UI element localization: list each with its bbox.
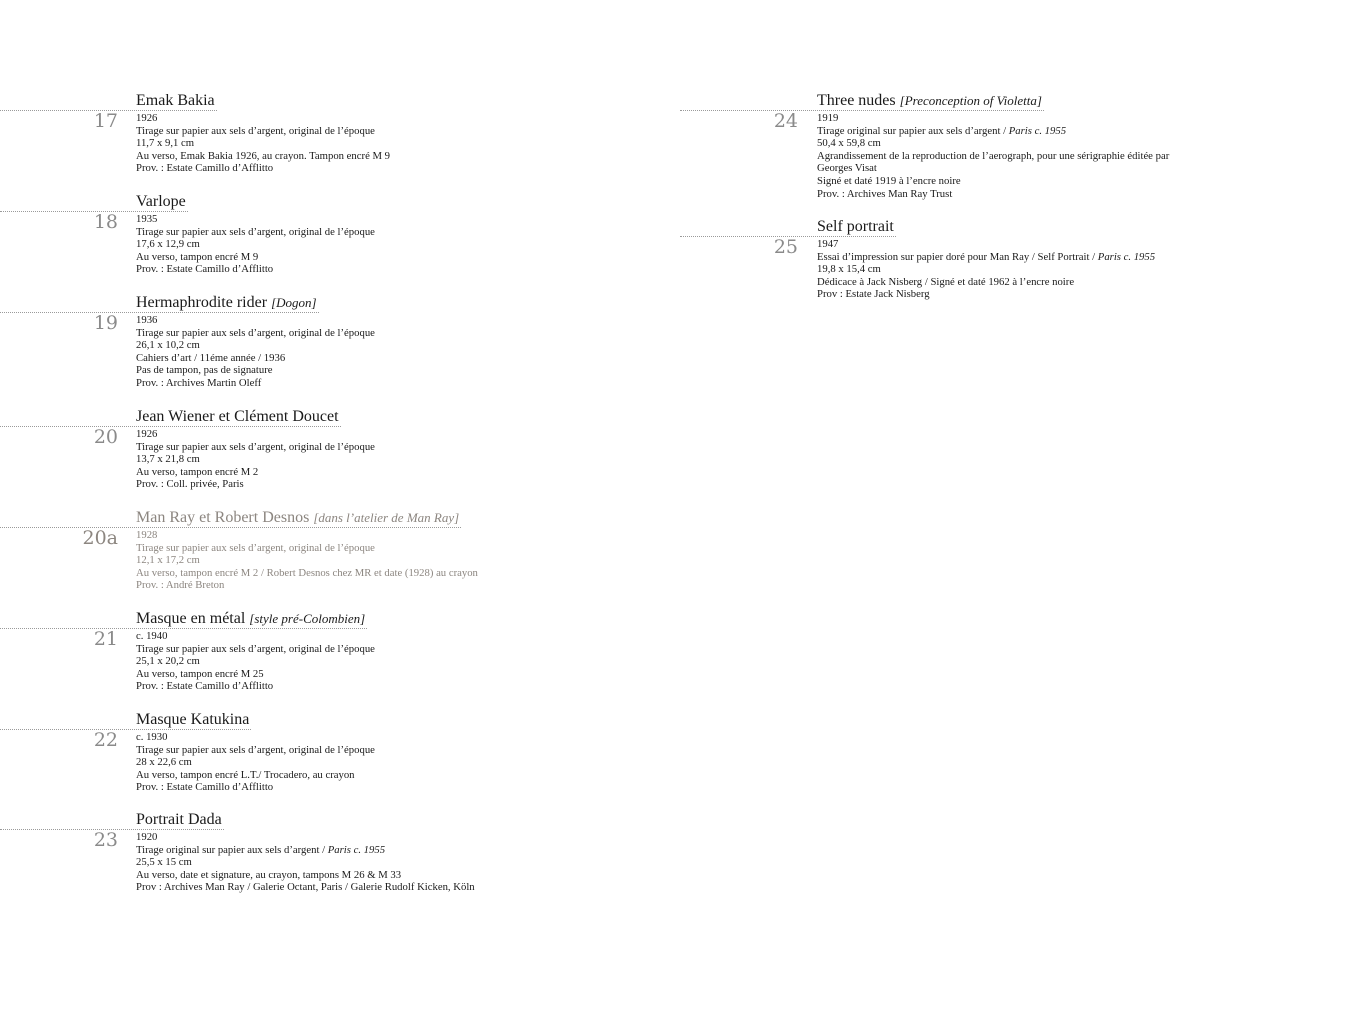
entry-title-text: Masque Katukina xyxy=(136,711,250,728)
entry-details xyxy=(136,314,375,390)
entry-process xyxy=(136,844,475,857)
entry-details xyxy=(136,731,375,794)
entry-subtitle: [dans l’atelier de Man Ray] xyxy=(313,510,460,525)
entry-number: 20 xyxy=(93,426,118,448)
entry-details xyxy=(136,630,375,693)
entry-year: c. 1930 xyxy=(136,731,168,743)
entry-dimensions: 19,8 x 15,4 cm xyxy=(817,263,881,276)
entry-details xyxy=(136,213,375,276)
entry-subtitle: [Preconception of Violetta] xyxy=(899,93,1042,108)
entry-dimensions: 26,1 x 10,2 cm xyxy=(136,339,200,352)
entry-year: 1919 xyxy=(817,112,839,124)
entry-dimensions: 50,4 x 59,8 cm xyxy=(817,137,881,150)
entry-number: 23 xyxy=(93,829,118,851)
entry-process xyxy=(817,251,1155,264)
entry-process-text: Tirage original sur papier aux sels d’argent / xyxy=(817,124,1009,137)
entry-process-text: Tirage sur papier aux sels d’argent, original de l’époque xyxy=(136,225,375,238)
entry-process xyxy=(136,327,375,340)
entry-process-text: Tirage sur papier aux sels d’argent, original de l’époque xyxy=(136,124,375,137)
entry-title-text: Man Ray et Robert Desnos xyxy=(136,509,310,526)
entry-process xyxy=(136,125,390,138)
entry-title xyxy=(136,509,459,527)
entry-year: 1928 xyxy=(136,529,158,541)
entry-provenance: Prov. : Estate Camillo d’Afflitto xyxy=(136,263,274,276)
entry-provenance: Prov : Archives Man Ray / Galerie Octant, Paris / Galerie Rudolf Kicken, Köln xyxy=(136,881,475,894)
entry-divider xyxy=(0,312,319,313)
entry-provenance: Prov. : Estate Camillo d’Afflitto xyxy=(136,162,274,175)
entry-provenance: Prov. : Estate Camillo d’Afflitto xyxy=(136,680,274,693)
entry-title xyxy=(136,811,222,829)
entry-number: 24 xyxy=(773,110,798,132)
entry-divider xyxy=(0,729,251,730)
entry-dimensions: 17,6 x 12,9 cm xyxy=(136,238,200,251)
entry-note: Agrandissement de la reproduction de l’aerograph, pour une sérigraphie éditée par xyxy=(817,149,1170,162)
entry-year: 1936 xyxy=(136,314,158,326)
entry-process xyxy=(136,643,375,656)
entry-note: Dédicace à Jack Nisberg / Signé et daté 1962 à l’encre noire xyxy=(817,275,1075,288)
entry-number: 21 xyxy=(93,628,118,650)
entry-note: Au verso, tampon encré M 25 xyxy=(136,667,264,680)
entry-note: Au verso, tampon encré M 2 xyxy=(136,465,259,478)
entry-process-text: Tirage sur papier aux sels d’argent, original de l’époque xyxy=(136,743,375,756)
entry-note: Au verso, date et signature, au crayon, tampons M 26 & M 33 xyxy=(136,868,402,881)
entry-note: Au verso, tampon encré M 2 / Robert Desnos chez MR et date (1928) au crayon xyxy=(136,566,478,579)
entry-year: 1926 xyxy=(136,428,158,440)
entry-divider xyxy=(680,110,1044,111)
entry-details xyxy=(817,112,1169,200)
entry-title xyxy=(817,92,1042,110)
entry-title-text: Emak Bakia xyxy=(136,92,215,109)
entry-number: 17 xyxy=(93,110,118,132)
entry-provenance: Prov. : Archives Man Ray Trust xyxy=(817,187,953,200)
entry-number: 20a xyxy=(82,527,118,549)
entry-number: 25 xyxy=(773,236,798,258)
entry-year: 1935 xyxy=(136,213,158,225)
entry-title xyxy=(817,218,894,236)
entry-process xyxy=(817,125,1169,138)
entry-note: Cahiers d’art / 11éme année / 1936 xyxy=(136,351,286,364)
entry-dimensions: 13,7 x 21,8 cm xyxy=(136,453,200,466)
entry-title-text: Portrait Dada xyxy=(136,811,222,828)
entry-details xyxy=(136,428,375,491)
entry-process-note: Paris c. 1955 xyxy=(1008,124,1067,137)
entry-dimensions: 25,1 x 20,2 cm xyxy=(136,655,200,668)
entry-title xyxy=(136,193,186,211)
entry-title-text: Hermaphrodite rider xyxy=(136,294,268,311)
entry-year: 1926 xyxy=(136,112,158,124)
entry-divider xyxy=(0,426,341,427)
entry-process-text: Tirage sur papier aux sels d’argent, original de l’époque xyxy=(136,326,375,339)
entry-process-note: Paris c. 1955 xyxy=(1097,250,1156,263)
entry-provenance: Prov. : Archives Martin Oleff xyxy=(136,376,262,389)
entry-dimensions: 11,7 x 9,1 cm xyxy=(136,137,195,150)
entry-details xyxy=(136,529,478,592)
entry-note: Au verso, tampon encré L.T./ Trocadero, au crayon xyxy=(136,768,355,781)
entry-dimensions: 12,1 x 17,2 cm xyxy=(136,554,200,567)
entry-dimensions: 28 x 22,6 cm xyxy=(136,756,192,769)
entry-process xyxy=(136,226,375,239)
entry-year: 1947 xyxy=(817,238,839,250)
entry-title xyxy=(136,711,249,729)
entry-process xyxy=(136,542,478,555)
entry-note: Au verso, Emak Bakia 1926, au crayon. Tampon encré M 9 xyxy=(136,149,390,162)
entry-title xyxy=(136,408,339,426)
entry-provenance: Prov. : Coll. privée, Paris xyxy=(136,478,244,491)
entry-details xyxy=(817,238,1155,301)
entry-title xyxy=(136,294,317,312)
entry-note: Au verso, tampon encré M 9 xyxy=(136,250,259,263)
entry-dimensions: 25,5 x 15 cm xyxy=(136,856,192,869)
entry-title-text: Masque en métal xyxy=(136,610,246,627)
entry-note: Pas de tampon, pas de signature xyxy=(136,364,273,377)
entry-year: c. 1940 xyxy=(136,630,168,642)
entry-subtitle: [style pré-Colombien] xyxy=(249,611,366,626)
entry-process-text: Tirage original sur papier aux sels d’argent / xyxy=(136,843,328,856)
entry-title xyxy=(136,92,215,110)
entry-note: Signé et daté 1919 à l’encre noire xyxy=(817,174,961,187)
entry-subtitle: [Dogon] xyxy=(271,295,317,310)
entry-note: Georges Visat xyxy=(817,162,877,175)
entry-process-text: Essai d’impression sur papier doré pour Man Ray / Self Portrait / xyxy=(817,250,1098,263)
entry-year: 1920 xyxy=(136,831,158,843)
entry-process-text: Tirage sur papier aux sels d’argent, original de l’époque xyxy=(136,440,375,453)
entry-provenance: Prov. : André Breton xyxy=(136,579,225,592)
entry-process xyxy=(136,744,375,757)
entry-process-text: Tirage sur papier aux sels d’argent, original de l’époque xyxy=(136,541,375,554)
entry-provenance: Prov. : Estate Camillo d’Afflitto xyxy=(136,781,274,794)
entry-details xyxy=(136,112,390,175)
entry-number: 19 xyxy=(93,312,118,334)
entry-process-note: Paris c. 1955 xyxy=(327,843,386,856)
entry-title-text: Jean Wiener et Clément Doucet xyxy=(136,408,339,425)
entry-number: 22 xyxy=(93,729,118,751)
entry-divider xyxy=(0,628,367,629)
entry-title-text: Varlope xyxy=(136,193,186,210)
entry-process xyxy=(136,441,375,454)
entry-title-text: Self portrait xyxy=(817,218,894,235)
entry-title xyxy=(136,610,365,628)
entry-title-text: Three nudes xyxy=(817,92,896,109)
entry-details xyxy=(136,831,475,894)
entry-provenance: Prov : Estate Jack Nisberg xyxy=(817,288,930,301)
entry-number: 18 xyxy=(93,211,118,233)
entry-process-text: Tirage sur papier aux sels d’argent, original de l’époque xyxy=(136,642,375,655)
